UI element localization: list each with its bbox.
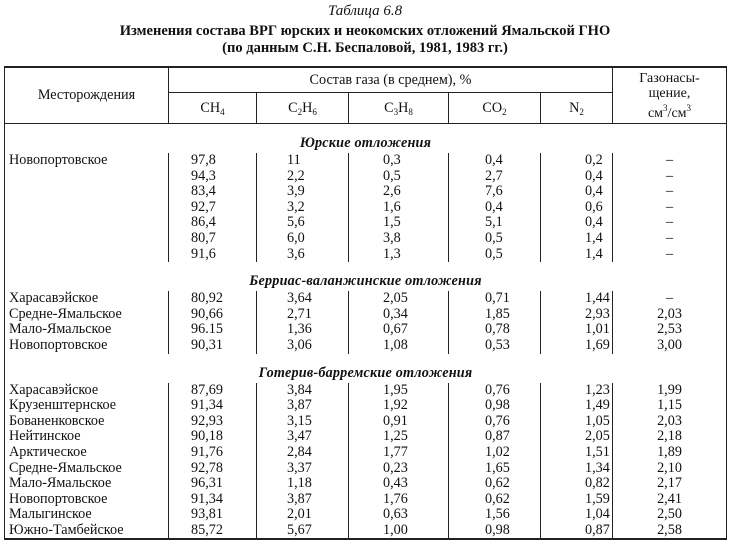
value-cell: 80,7 — [169, 231, 257, 247]
value-cell: 5,1 — [449, 215, 541, 231]
value-cell: 80,92 — [169, 291, 257, 307]
header-n2: $N_2$ — [541, 93, 613, 124]
value-cell: 3,15 — [257, 414, 349, 430]
value-cell: 6,0 — [257, 231, 349, 247]
value-cell: 3,84 — [257, 383, 349, 399]
value-cell: 2,01 — [257, 507, 349, 523]
section-title: Готерив-барремские отложения — [5, 354, 727, 383]
table-row — [5, 200, 727, 216]
value-cell: 1,65 — [449, 461, 541, 477]
value-cell: 0,67 — [349, 322, 449, 338]
value-cell: 91,6 — [169, 247, 257, 263]
value-cell: 92,93 — [169, 414, 257, 430]
header-saturation-line1: Газонасы- — [639, 70, 700, 86]
field-name-cell: Средне-Ямальское — [5, 461, 169, 477]
value-cell: 1,36 — [257, 322, 349, 338]
value-cell: 2,58 — [613, 523, 727, 540]
value-cell: 86,4 — [169, 215, 257, 231]
value-cell: 1,34 — [541, 461, 613, 477]
value-cell: 0,98 — [449, 398, 541, 414]
header-row-1 — [5, 67, 727, 93]
table-caption: Таблица 6.8 — [327, 3, 403, 19]
value-cell: 94,3 — [169, 169, 257, 185]
value-cell: – — [613, 247, 727, 263]
value-cell: 0,87 — [541, 523, 613, 540]
value-cell: 1,51 — [541, 445, 613, 461]
value-cell: 1,4 — [541, 247, 613, 263]
table-title — [0, 23, 730, 57]
value-cell: 3,64 — [257, 291, 349, 307]
value-cell: 91,34 — [169, 398, 257, 414]
value-cell: 2,05 — [541, 429, 613, 445]
value-cell: 0,4 — [541, 169, 613, 185]
value-cell: 1,56 — [449, 507, 541, 523]
value-cell: 3,06 — [257, 338, 349, 354]
value-cell: – — [613, 184, 727, 200]
header-ch4: $CH_4$ — [169, 93, 257, 124]
value-cell: 2,2 — [257, 169, 349, 185]
table-row — [5, 153, 727, 169]
value-cell: 5,67 — [257, 523, 349, 540]
value-cell: 0,62 — [449, 476, 541, 492]
value-cell: 0,76 — [449, 414, 541, 430]
value-cell: 0,43 — [349, 476, 449, 492]
value-cell: 1,3 — [349, 247, 449, 263]
value-cell: 1,92 — [349, 398, 449, 414]
table-row — [5, 523, 727, 540]
value-cell: – — [613, 215, 727, 231]
value-cell: 2,71 — [257, 307, 349, 323]
value-cell: 0,98 — [449, 523, 541, 540]
value-cell: 2,84 — [257, 445, 349, 461]
value-cell: 85,72 — [169, 523, 257, 540]
value-cell: 2,6 — [349, 184, 449, 200]
value-cell: 3,8 — [349, 231, 449, 247]
field-name-cell: Новопортовское — [5, 492, 169, 508]
table-row — [5, 461, 727, 477]
value-cell: 90,31 — [169, 338, 257, 354]
value-cell: 1,15 — [613, 398, 727, 414]
value-cell: 1,23 — [541, 383, 613, 399]
field-name-cell: Арктическое — [5, 445, 169, 461]
value-cell: 0,91 — [349, 414, 449, 430]
field-name-cell: Малыгинское — [5, 507, 169, 523]
value-cell: 1,95 — [349, 383, 449, 399]
value-cell: 0,76 — [449, 383, 541, 399]
value-cell: 0,78 — [449, 322, 541, 338]
value-cell: 1,85 — [449, 307, 541, 323]
value-cell: 1,6 — [349, 200, 449, 216]
value-cell: 92,7 — [169, 200, 257, 216]
value-cell: 1,99 — [613, 383, 727, 399]
field-name-cell — [5, 200, 169, 216]
field-name-cell: Нейтинское — [5, 429, 169, 445]
value-cell: 1,4 — [541, 231, 613, 247]
section-row — [5, 124, 727, 154]
value-cell: 11 — [257, 153, 349, 169]
table-row — [5, 322, 727, 338]
field-name-cell: Крузенштернское — [5, 398, 169, 414]
value-cell: – — [613, 291, 727, 307]
value-cell: 90,66 — [169, 307, 257, 323]
gas-composition-table — [4, 66, 727, 540]
table-row — [5, 307, 727, 323]
header-composition: Состав газа (в среднем), % — [169, 67, 613, 93]
field-name-cell: Харасавэйское — [5, 383, 169, 399]
value-cell: 2,93 — [541, 307, 613, 323]
value-cell: 3,37 — [257, 461, 349, 477]
value-cell: 2,18 — [613, 429, 727, 445]
value-cell: 1,02 — [449, 445, 541, 461]
field-name-cell — [5, 231, 169, 247]
header-c2h6: $C_2H_6$ — [257, 93, 349, 124]
table-row — [5, 291, 727, 307]
table-row — [5, 247, 727, 263]
section-title: Юрские отложения — [5, 124, 727, 154]
value-cell: 3,47 — [257, 429, 349, 445]
field-name-cell — [5, 169, 169, 185]
value-cell: 3,87 — [257, 492, 349, 508]
field-name-cell: Новопортовское — [5, 153, 169, 169]
value-cell: 0,6 — [541, 200, 613, 216]
header-c3h8: $C_3H_8$ — [349, 93, 449, 124]
value-cell: 0,63 — [349, 507, 449, 523]
value-cell: 93,81 — [169, 507, 257, 523]
value-cell: – — [613, 153, 727, 169]
table-row — [5, 338, 727, 354]
value-cell: 1,59 — [541, 492, 613, 508]
value-cell: 1,08 — [349, 338, 449, 354]
value-cell: 83,4 — [169, 184, 257, 200]
table-row — [5, 398, 727, 414]
value-cell: 1,18 — [257, 476, 349, 492]
value-cell: – — [613, 200, 727, 216]
value-cell: 96,31 — [169, 476, 257, 492]
value-cell: 1,77 — [349, 445, 449, 461]
value-cell: 0,71 — [449, 291, 541, 307]
field-name-cell — [5, 215, 169, 231]
value-cell: – — [613, 231, 727, 247]
title-line-2: (по данным С.Н. Беспаловой, 1981, 1983 гг.) — [222, 40, 508, 56]
value-cell: – — [613, 169, 727, 185]
value-cell: 0,87 — [449, 429, 541, 445]
table-row — [5, 231, 727, 247]
table-row — [5, 184, 727, 200]
value-cell: 5,6 — [257, 215, 349, 231]
value-cell: 0,4 — [541, 215, 613, 231]
table-row — [5, 445, 727, 461]
value-cell: 1,44 — [541, 291, 613, 307]
field-name-cell: Мало-Ямальское — [5, 476, 169, 492]
field-name-cell: Мало-Ямальское — [5, 322, 169, 338]
value-cell: 2,50 — [613, 507, 727, 523]
value-cell: 1,89 — [613, 445, 727, 461]
section-row — [5, 354, 727, 383]
value-cell: 1,25 — [349, 429, 449, 445]
section-row — [5, 262, 727, 291]
value-cell: 1,00 — [349, 523, 449, 540]
value-cell: 1,76 — [349, 492, 449, 508]
value-cell: 2,03 — [613, 307, 727, 323]
header-co2: $CO_2$ — [449, 93, 541, 124]
header-saturation-unit: $см^3/см^3$ — [647, 102, 692, 121]
value-cell: 2,17 — [613, 476, 727, 492]
value-cell: 0,23 — [349, 461, 449, 477]
title-line-1: Изменения состава ВРГ юрских и неокомских отложений Ямальской ГНО — [119, 23, 611, 39]
table-row — [5, 476, 727, 492]
value-cell: 0,5 — [349, 169, 449, 185]
value-cell: 1,05 — [541, 414, 613, 430]
value-cell: 0,5 — [449, 247, 541, 263]
field-name-cell — [5, 184, 169, 200]
value-cell: 0,3 — [349, 153, 449, 169]
value-cell: 0,34 — [349, 307, 449, 323]
table-body — [5, 124, 727, 540]
value-cell: 91,34 — [169, 492, 257, 508]
value-cell: 2,7 — [449, 169, 541, 185]
section-title: Берриас-валанжинские отложения — [5, 262, 727, 291]
value-cell: 87,69 — [169, 383, 257, 399]
table-row — [5, 383, 727, 399]
table-row — [5, 169, 727, 185]
value-cell: 0,62 — [449, 492, 541, 508]
value-cell: 1,49 — [541, 398, 613, 414]
table-row — [5, 429, 727, 445]
value-cell: 0,53 — [449, 338, 541, 354]
value-cell: 3,00 — [613, 338, 727, 354]
value-cell: 1,69 — [541, 338, 613, 354]
field-name-cell: Харасавэйское — [5, 291, 169, 307]
value-cell: 2,03 — [613, 414, 727, 430]
value-cell: 1,04 — [541, 507, 613, 523]
value-cell: 1,5 — [349, 215, 449, 231]
field-name-cell — [5, 247, 169, 263]
field-name-cell: Бованенковское — [5, 414, 169, 430]
value-cell: 1,01 — [541, 322, 613, 338]
value-cell: 0,4 — [449, 200, 541, 216]
header-saturation-line2: щение, — [648, 85, 691, 101]
value-cell: 0,4 — [541, 184, 613, 200]
value-cell: 91,76 — [169, 445, 257, 461]
value-cell: 3,9 — [257, 184, 349, 200]
value-cell: 7,6 — [449, 184, 541, 200]
field-name-cell: Южно-Тамбейское — [5, 523, 169, 540]
table-row — [5, 492, 727, 508]
value-cell: 3,2 — [257, 200, 349, 216]
header-saturation — [613, 67, 727, 124]
value-cell: 0,82 — [541, 476, 613, 492]
value-cell: 90,18 — [169, 429, 257, 445]
value-cell: 3,6 — [257, 247, 349, 263]
field-name-cell: Средне-Ямальское — [5, 307, 169, 323]
table-row — [5, 414, 727, 430]
value-cell: 0,5 — [449, 231, 541, 247]
value-cell: 2,53 — [613, 322, 727, 338]
value-cell: 97,8 — [169, 153, 257, 169]
value-cell: 2,05 — [349, 291, 449, 307]
value-cell: 92,78 — [169, 461, 257, 477]
value-cell: 0,4 — [449, 153, 541, 169]
field-name-cell: Новопортовское — [5, 338, 169, 354]
value-cell: 2,10 — [613, 461, 727, 477]
value-cell: 2,41 — [613, 492, 727, 508]
value-cell: 0,2 — [541, 153, 613, 169]
table-row — [5, 215, 727, 231]
header-field: Месторождения — [5, 67, 169, 124]
value-cell: 3,87 — [257, 398, 349, 414]
value-cell: 96.15 — [169, 322, 257, 338]
table-row — [5, 507, 727, 523]
